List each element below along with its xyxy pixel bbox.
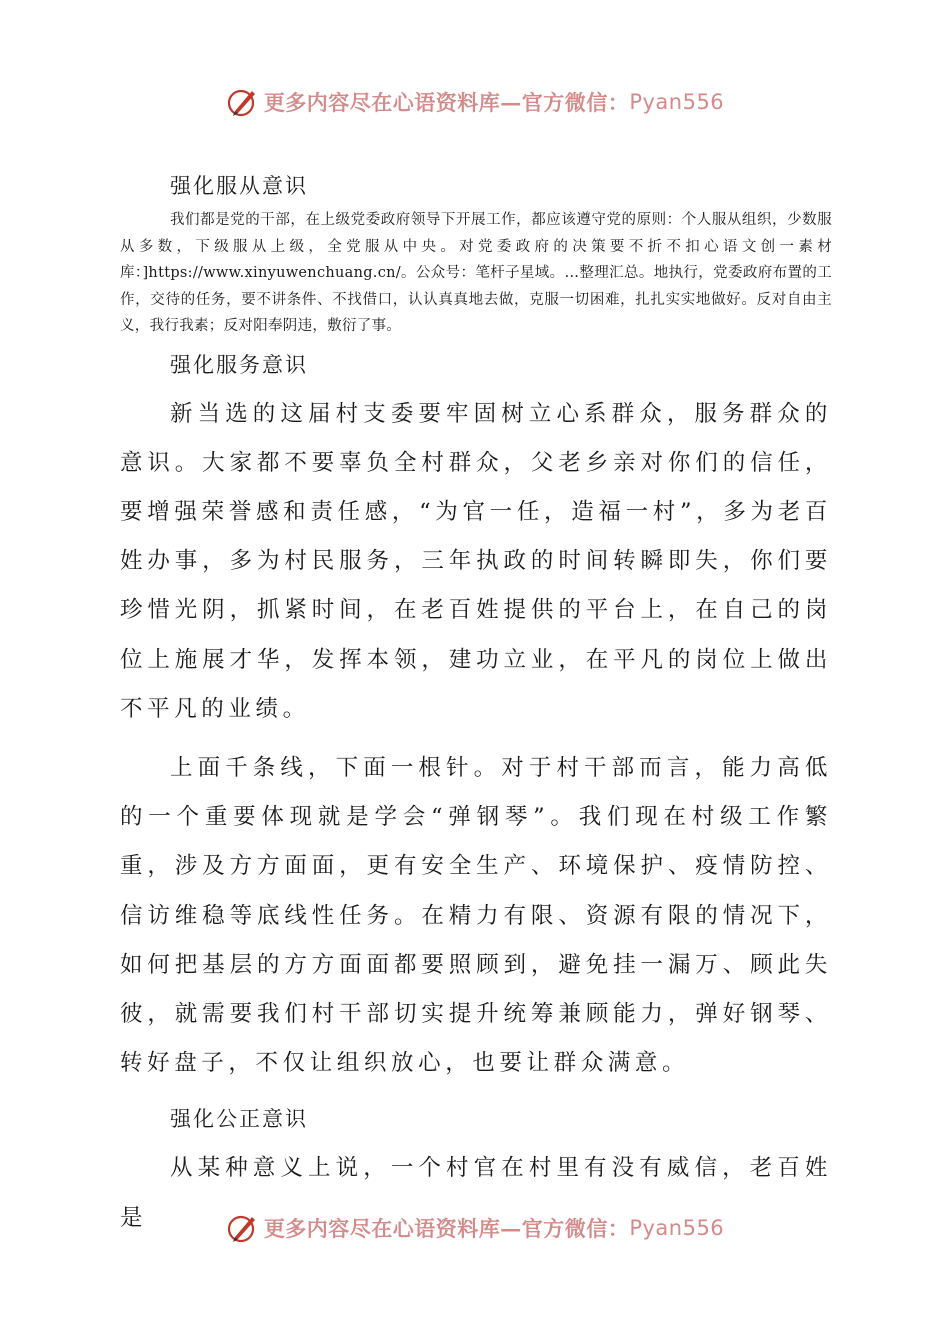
footer-watermark-text: 更多内容尽在心语资料库—官方微信： [263,1216,630,1241]
header-wechat-id: Pyan556 [629,90,725,114]
pen-logo-icon [226,85,260,119]
paragraph: 我们都是党的干部，在上级党委政府领导下开展工作，都应该遵守党的原则：个人服从组织，少数服从多数，下级服从上级，全党服从中央。对党委政府的决策要不折不扣心语文创一素材库：]https://www.xinyuwenchuang.cn/。公众号：笔杆子星域。…整理汇总。地执行，党委政府布置的工作，交待的任务，要不讲条件、不找借口，认认真真地去做，克服一切困难，扎扎实实地做好。反对自由主义，我行我素；反对阳奉阴违，敷衍了事。 [120,212,832,334]
header-watermark [0,82,950,122]
footer-watermark [0,1208,950,1248]
paragraph: 从某种意义上说，一个村官在村里有没有威信，老百姓是 [120,1155,832,1231]
section-heading: 强化服务意识 [170,352,308,377]
section-heading: 强化公正意识 [170,1107,308,1132]
footer-wechat-id: Pyan556 [629,1216,725,1240]
section-heading: 强化服从意识 [170,174,308,198]
paragraph: 上面千条线，下面一根针。对于村干部而言，能力高低的一个重要体现就是学会“弹钢琴”。我们现在村级工作繁重，涉及方方面面，更有安全生产、环境保护、疫情防控、信访维稳等底线性任务。在精力有限、资源有限的情况下，如何把基层的方方面面都要照顾到，避免挂一漏万、顾此失彼，就需要我们村干部切实提升统筹兼顾能力，弹好钢琴、转好盘子，不仅让组织放心，也要让群众满意。 [120,754,832,1077]
pen-logo-icon [226,1211,260,1245]
document-body [120,165,832,1253]
header-watermark-text: 更多内容尽在心语资料库—官方微信： [263,90,630,115]
paragraph: 新当选的这届村支委要牢固树立心系群众，服务群众的意识。大家都不要辜负全村群众，父老乡亲对你们的信任，要增强荣誉感和责任感，“为官一任，造福一村”，多为老百姓办事，多为村民服务，三年执政的时间转瞬即失，你们要珍惜光阴，抓紧时间，在老百姓提供的平台上，在自己的岗位上施展才华，发挥本领，建功立业，在平凡的岗位上做出不平凡的业绩。 [120,400,832,722]
